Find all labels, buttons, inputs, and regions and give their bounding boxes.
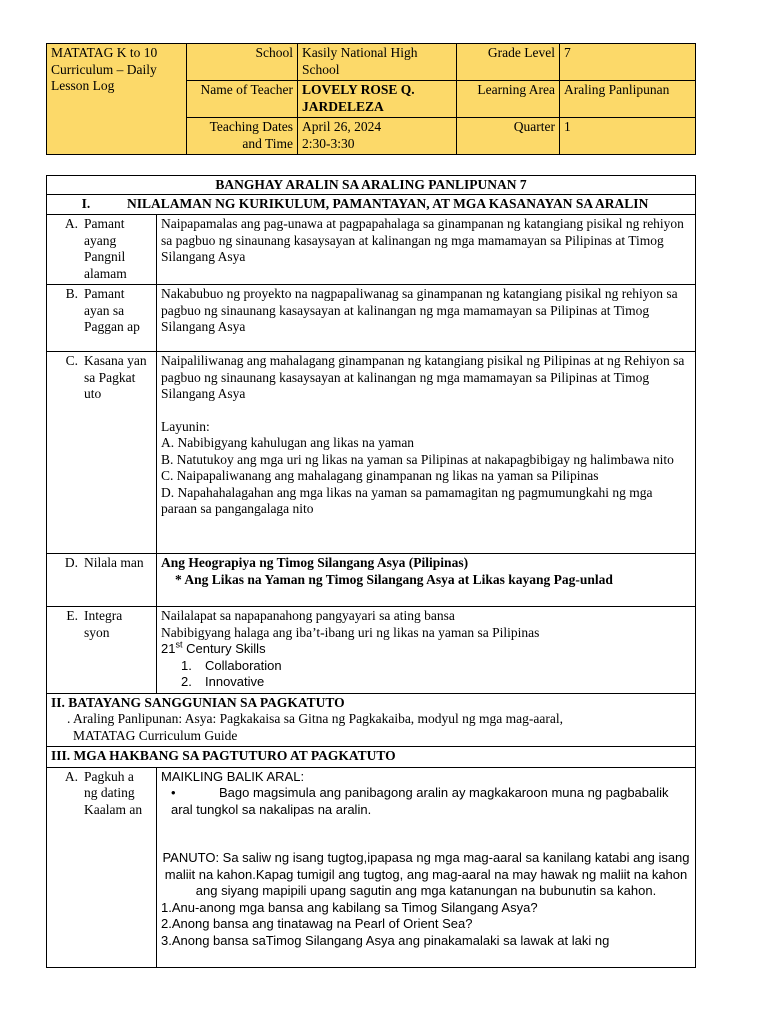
skill-number: 2. [181,674,192,689]
row-a-content: Naipapamalas ang pag-unawa at pagpapahalaga sa ginampanan ng katangiang pisikal ng rehiyon sa pagbuo ng sinaunang kasaysayan at kalinangan ng mga mamamayan sa Pilipinas at Timog Silangang Asya [157,215,696,285]
teaching-dates-value [298,118,457,155]
row-iii-a-content-cell [157,767,696,967]
balik-aral-bullet-item [161,785,691,818]
row-e-label: Integra syon [84,608,123,640]
section-2-guide: MATATAG Curriculum Guide [73,727,238,743]
question-item: 2.Anong bansa ang tinatawag na Pearl of Orient Sea? [161,916,473,931]
row-iii-a-label: Pagkuh a ng dating Kaalam an [84,768,143,817]
objective-item: B. Natutukoy ang mga uri ng likas na yaman sa Pilipinas at nakapagbibigay ng halimbawa nito [161,451,674,467]
lesson-plan-table [46,175,696,968]
teaching-dates-label: Teaching Dates and Time [187,118,298,155]
section-2-cell [47,693,696,747]
teaching-time: 2:30-3:30 [302,135,355,151]
balik-aral-heading: MAIKLING BALIK ARAL: [161,768,305,784]
row-d-letter: D. [64,555,78,570]
row-b-label: Pamant ayan sa Paggan ap [84,286,140,334]
century-skills-label [161,641,691,658]
teacher-label: Name of Teacher [187,81,298,118]
row-b-content: Nakabubuo ng proyekto na nagpapaliwanag sa ginampanan ng katangiang pisikal ng rehiyon sa pagbuo ng sinaunang kasaysayan at kalinangan ng mga mamamayan sa Pilipinas at Timog Silangang Asya [157,285,696,352]
row-c-label-cell [47,352,157,554]
objective-item: D. Napahahalagahan ang mga likas na yaman sa pamamagitan ng pagmumungkahi ng mga paraan sa pangangalaga nito [161,484,653,516]
teaching-date: April 26, 2024 [302,119,382,134]
row-e-letter: E. [66,608,78,623]
teacher-value: LOVELY ROSE Q. JARDELEZA [298,81,457,118]
skill-item [161,674,691,691]
row-b-label-cell [47,285,157,352]
row-e-line-1: Nailalapat sa napapanahong pangyayari sa ating bansa [161,608,455,623]
row-iii-a-letter: A. [64,768,78,784]
row-a-label-cell [47,215,157,285]
curriculum-title: MATATAG K to 10 Curriculum – Daily Lesson Log [47,44,187,155]
learning-area-label: Learning Area [457,81,560,118]
question-item: 3.Anong bansa saTimog Silangang Asya ang pinakamalaki sa lawak at laki ng [161,932,610,948]
grade-level-label: Grade Level [457,44,560,81]
row-d-subtopic: * Ang Likas na Yaman ng Timog Silangang Asya at Likas kayang Pag-unlad [175,571,613,587]
row-e-content-cell [157,607,696,694]
row-c-content-cell [157,352,696,554]
school-value: Kasily National High School [298,44,457,81]
section-1-heading [47,194,696,215]
section-3-heading: III. MGA HAKBANG SA PAGTUTURO AT PAGKATUTO [47,747,696,768]
quarter-value: 1 [560,118,696,155]
quarter-label: Quarter [457,118,560,155]
section-1-title: NILALAMAN NG KURIKULUM, PAMANTAYAN, AT MGA KASANAYAN SA ARALIN [127,195,649,211]
row-c-content: Naipaliliwanag ang mahalagang ginampanan ng katangiang pisikal ng Pilipinas at ng Rehiyon sa pagbuo ng sinaunang kasaysayan at kalinangan ng mga mamamayan sa Pilipinas at Timog Silangang Asya [161,353,685,401]
objective-item: C. Naipapaliwanang ang mahalagang ginampanan ng likas na yaman sa Pilipinas [161,468,599,483]
bullet-icon: • [171,785,176,800]
grade-level-value: 7 [560,44,696,81]
skills-prefix: 21 [161,641,176,656]
layunin-label: Layunin: [161,418,210,434]
objective-item: A. Nabibigyang kahulugan ang likas na yaman [161,435,415,450]
skill-name: Innovative [205,674,265,689]
skill-name: Collaboration [205,657,282,673]
plan-title: BANGHAY ARALIN SA ARALING PANLIPUNAN 7 [47,176,696,195]
row-a-label: Pamant ayang Pangnil alamam [84,216,127,281]
row-e-label-cell [47,607,157,694]
school-label: School [187,44,298,81]
question-item: 1.Anu-anong mga bansa ang kabilang sa Timog Silangang Asya? [161,899,538,915]
section-2-reference: . Araling Panlipunan: Asya: Pagkakaisa sa Gitna ng Pagkakaiba, modyul ng mga mag-aaral, [67,711,564,726]
row-c-letter: C. [65,353,78,368]
row-d-label: Nilala man [84,555,144,570]
skill-item [161,658,691,675]
row-c-label: Kasana yan sa Pagkat uto [84,353,147,401]
skills-suffix: Century Skills [182,641,266,656]
skills-sup: st [175,639,183,650]
skill-number: 1. [181,657,192,673]
bullet-text: Bago magsimula ang panibagong aralin ay magkakaroon muna ng pagbabalik aral tungkol sa nakalipas na aralin. [171,785,669,817]
row-a-letter: A. [64,216,78,231]
learning-area-value: Araling Panlipunan [560,81,696,118]
header-info-table [46,43,696,155]
row-b-letter: B. [65,286,78,301]
row-d-label-cell [47,554,157,607]
section-1-number: I. [81,195,91,211]
row-e-line-2: Nabibigyang halaga ang iba’t-ibang uri ng likas na yaman sa Pilipinas [161,624,540,640]
row-d-content-cell [157,554,696,607]
panuto-instructions: PANUTO: Sa saliw ng isang tugtog,ipapasa ng mga mag-aaral sa kanilang katabi ang isang maliit na kahon.Kapag tumigil ang tugtog, ang mag-aaral na may hawak ng maliit na kahon ang siyang mapipili upang sagutin ang mga katanungan na bubunutin sa kahon. [162,850,690,898]
row-iii-a-label-cell [47,767,157,967]
row-d-topic: Ang Heograpiya ng Timog Silangang Asya (Pilipinas) [161,555,469,570]
section-2-heading: II. BATAYANG SANGGUNIAN SA PAGKATUTO [51,694,345,710]
